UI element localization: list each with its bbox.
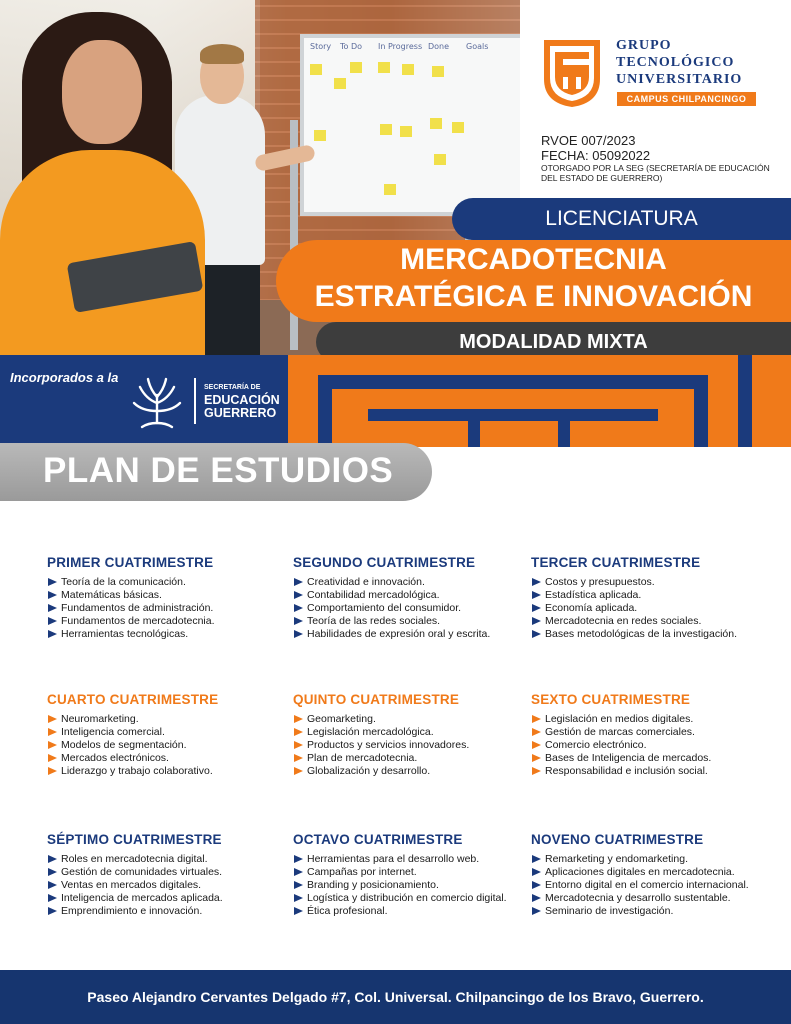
subject-item: Fundamentos de administración. bbox=[47, 602, 297, 615]
decorative-maze-panel bbox=[288, 355, 791, 447]
program-title-line-2: ESTRATÉGICA E INNOVACIÓN bbox=[314, 280, 753, 313]
rvoe-number: RVOE 007/2023 bbox=[541, 133, 636, 148]
subject-item: Inteligencia comercial. bbox=[47, 726, 297, 739]
whiteboard-column-label: To Do bbox=[340, 42, 363, 51]
subject-item: Liderazgo y trabajo colaborativo. bbox=[47, 765, 297, 778]
sticky-note bbox=[432, 66, 444, 77]
seg-tree-logo-icon bbox=[128, 373, 186, 429]
footer-address: Paseo Alejandro Cervantes Delgado #7, Col. Universal. Chilpancingo de los Bravo, Guerrero. bbox=[87, 989, 704, 1005]
seg-small-label: SECRETARÍA DE bbox=[204, 384, 261, 391]
sticky-note bbox=[452, 122, 464, 133]
subject-item: Herramientas para el desarrollo web. bbox=[293, 853, 543, 866]
term-block bbox=[531, 832, 781, 918]
whiteboard-column-label: Story bbox=[310, 42, 332, 51]
subject-item: Globalización y desarrollo. bbox=[293, 765, 543, 778]
subject-item: Ética profesional. bbox=[293, 905, 543, 918]
subject-item: Bases de Inteligencia de mercados. bbox=[531, 752, 781, 765]
sticky-note bbox=[384, 184, 396, 195]
subject-item: Inteligencia de mercados aplicada. bbox=[47, 892, 297, 905]
subject-item: Gestión de marcas comerciales. bbox=[531, 726, 781, 739]
subject-item: Herramientas tecnológicas. bbox=[47, 628, 297, 641]
maze-bar bbox=[468, 409, 480, 447]
subject-item: Matemáticas básicas. bbox=[47, 589, 297, 602]
rvoe-note: OTORGADO POR LA SEG (SECRETARÍA DE EDUCACIÓN DEL ESTADO DE GUERRERO) bbox=[541, 163, 770, 183]
degree-level-ribbon bbox=[452, 198, 791, 240]
program-title-line-1: MERCADOTECNIA bbox=[400, 243, 667, 276]
subject-item: Campañas por internet. bbox=[293, 866, 543, 879]
subject-list bbox=[293, 713, 543, 778]
term-block bbox=[293, 555, 543, 641]
maze-bar bbox=[368, 409, 658, 421]
subject-list bbox=[531, 576, 781, 641]
presenter-hair bbox=[200, 44, 244, 64]
term-title: SEXTO CUATRIMESTRE bbox=[531, 692, 691, 707]
subject-item: Entorno digital en el comercio internacional. bbox=[531, 879, 781, 892]
subject-item: Costos y presupuestos. bbox=[531, 576, 781, 589]
subject-item: Economía aplicada. bbox=[531, 602, 781, 615]
subject-item: Roles en mercadotecnia digital. bbox=[47, 853, 297, 866]
subject-list bbox=[47, 853, 297, 918]
term-block bbox=[531, 692, 781, 778]
maze-bar bbox=[558, 409, 570, 447]
modality-label: MODALIDAD MIXTA bbox=[459, 331, 648, 353]
subject-item: Fundamentos de mercadotecnia. bbox=[47, 615, 297, 628]
brand-line-1: GRUPO bbox=[616, 38, 672, 53]
term-title: SÉPTIMO CUATRIMESTRE bbox=[47, 832, 222, 847]
subject-item: Legislación en medios digitales. bbox=[531, 713, 781, 726]
plan-heading: PLAN DE ESTUDIOS bbox=[43, 451, 394, 490]
subject-item: Productos y servicios innovadores. bbox=[293, 739, 543, 752]
term-block bbox=[47, 692, 297, 778]
subject-list bbox=[293, 853, 543, 918]
incorporated-label: Incorporados a la bbox=[10, 370, 119, 385]
sticky-note bbox=[430, 118, 442, 129]
subject-item: Mercados electrónicos. bbox=[47, 752, 297, 765]
term-block bbox=[531, 555, 781, 641]
subject-item: Plan de mercadotecnia. bbox=[293, 752, 543, 765]
modality-ribbon bbox=[316, 322, 791, 355]
term-title: TERCER CUATRIMESTRE bbox=[531, 555, 701, 570]
rvoe-block bbox=[541, 133, 650, 163]
term-title: OCTAVO CUATRIMESTRE bbox=[293, 832, 463, 847]
subject-item: Logística y distribución en comercio digital. bbox=[293, 892, 543, 905]
sticky-note bbox=[310, 64, 322, 75]
maze-bar bbox=[738, 355, 752, 447]
university-shield-icon bbox=[541, 37, 603, 109]
plan-heading-bar bbox=[0, 443, 432, 501]
subject-item: Legislación mercadológica. bbox=[293, 726, 543, 739]
term-block bbox=[47, 555, 297, 641]
maze-bar bbox=[318, 375, 708, 389]
sticky-note bbox=[380, 124, 392, 135]
subject-list bbox=[531, 713, 781, 778]
subject-item: Geomarketing. bbox=[293, 713, 543, 726]
subject-item: Creatividad e innovación. bbox=[293, 576, 543, 589]
subject-item: Teoría de la comunicación. bbox=[47, 576, 297, 589]
hero-section bbox=[0, 0, 791, 355]
sticky-note bbox=[334, 78, 346, 89]
term-title: QUINTO CUATRIMESTRE bbox=[293, 692, 460, 707]
term-title: CUARTO CUATRIMESTRE bbox=[47, 692, 219, 707]
subject-item: Modelos de segmentación. bbox=[47, 739, 297, 752]
sticky-note bbox=[434, 154, 446, 165]
whiteboard bbox=[300, 34, 537, 216]
subject-item: Bases metodológicas de la investigación. bbox=[531, 628, 781, 641]
subject-item: Neuromarketing. bbox=[47, 713, 297, 726]
sticky-note bbox=[314, 130, 326, 141]
seg-name-line-2: GUERRERO bbox=[204, 406, 277, 420]
seg-name-line-1: EDUCACIÓN bbox=[204, 393, 280, 407]
subject-item: Estadística aplicada. bbox=[531, 589, 781, 602]
subject-item: Mercadotecnia y desarrollo sustentable. bbox=[531, 892, 781, 905]
sticky-note bbox=[400, 126, 412, 137]
term-block bbox=[47, 832, 297, 918]
subject-item: Mercadotecnia en redes sociales. bbox=[531, 615, 781, 628]
campus-tag: CAMPUS CHILPANCINGO bbox=[617, 92, 756, 106]
subject-item: Remarketing y endomarketing. bbox=[531, 853, 781, 866]
brand-line-2: TECNOLÓGICO bbox=[616, 55, 735, 70]
term-block bbox=[293, 832, 543, 918]
brand-line-3: UNIVERSITARIO bbox=[616, 72, 743, 87]
seg-logo-divider bbox=[194, 378, 196, 424]
whiteboard-column-label: In Progress bbox=[378, 42, 423, 51]
subject-list bbox=[531, 853, 781, 918]
subject-item: Seminario de investigación. bbox=[531, 905, 781, 918]
program-title-ribbon bbox=[276, 240, 791, 322]
subject-item: Teoría de las redes sociales. bbox=[293, 615, 543, 628]
whiteboard-column-label: Done bbox=[428, 42, 450, 51]
subject-item: Contabilidad mercadológica. bbox=[293, 589, 543, 602]
whiteboard-column-label: Goals bbox=[466, 42, 489, 51]
degree-level: LICENCIATURA bbox=[545, 207, 698, 230]
term-title: NOVENO CUATRIMESTRE bbox=[531, 832, 704, 847]
subject-list bbox=[47, 713, 297, 778]
student-face bbox=[62, 40, 142, 144]
sticky-note bbox=[378, 62, 390, 73]
subject-list bbox=[47, 576, 297, 641]
subject-item: Emprendimiento e innovación. bbox=[47, 905, 297, 918]
subject-item: Ventas en mercados digitales. bbox=[47, 879, 297, 892]
subject-item: Branding y posicionamiento. bbox=[293, 879, 543, 892]
subject-item: Comercio electrónico. bbox=[531, 739, 781, 752]
sticky-note bbox=[350, 62, 362, 73]
sticky-note bbox=[402, 64, 414, 75]
footer-bar bbox=[0, 970, 791, 1024]
subject-item: Comportamiento del consumidor. bbox=[293, 602, 543, 615]
subject-item: Gestión de comunidades virtuales. bbox=[47, 866, 297, 879]
subject-list bbox=[293, 576, 543, 641]
term-title: PRIMER CUATRIMESTRE bbox=[47, 555, 214, 570]
maze-bar bbox=[318, 375, 332, 447]
maze-bar bbox=[694, 375, 708, 447]
rvoe-date: FECHA: 05092022 bbox=[541, 148, 651, 163]
subject-item: Aplicaciones digitales en mercadotecnia. bbox=[531, 866, 781, 879]
term-block bbox=[293, 692, 543, 778]
subject-item: Responsabilidad e inclusión social. bbox=[531, 765, 781, 778]
subject-item: Habilidades de expresión oral y escrita. bbox=[293, 628, 543, 641]
term-title: SEGUNDO CUATRIMESTRE bbox=[293, 555, 476, 570]
